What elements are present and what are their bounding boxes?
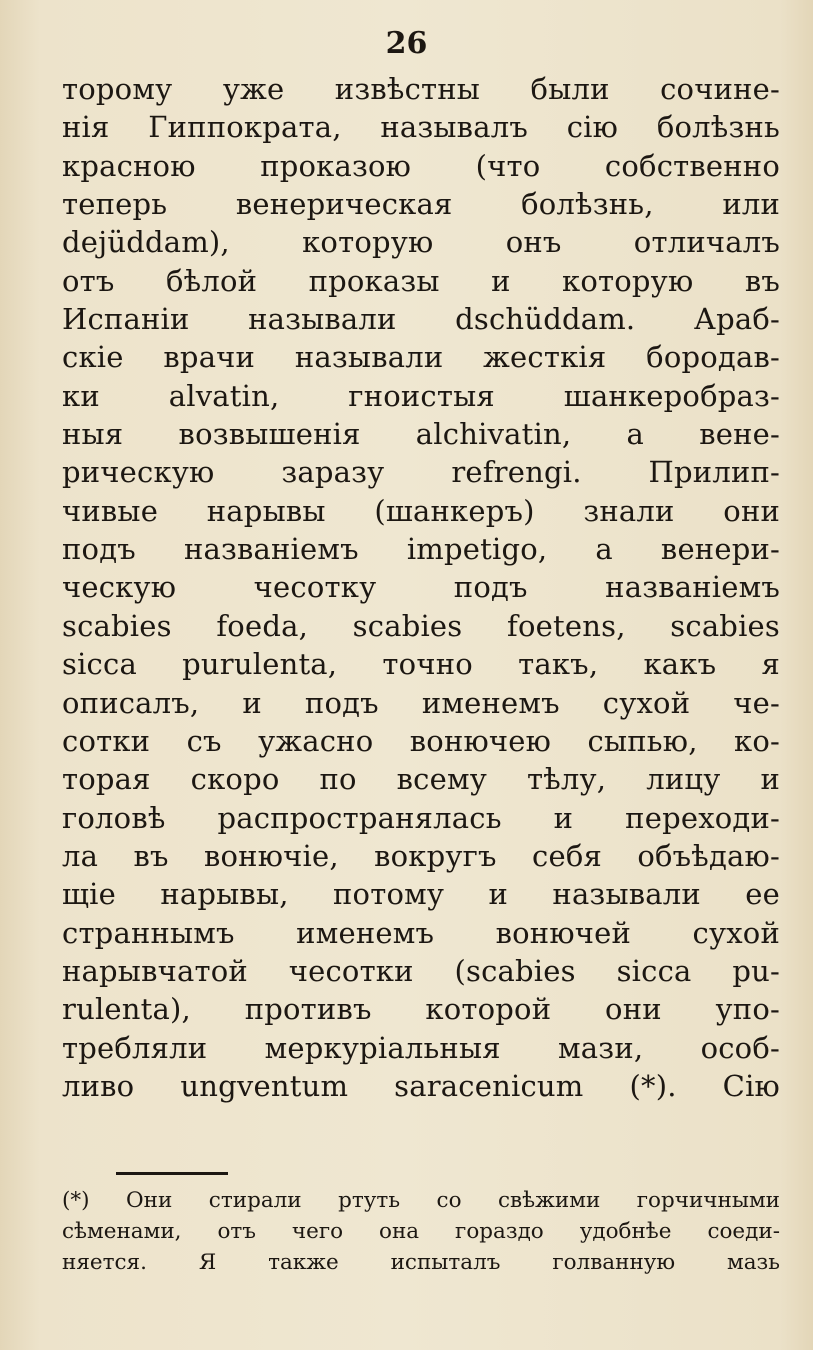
body-line: ла въ вонючіе, вокругъ себя объѣдаю- bbox=[62, 838, 780, 873]
body-line: rulenta), противъ которой они упо- bbox=[62, 992, 780, 1027]
body-line: теперь венерическая болѣзнь, или bbox=[62, 187, 780, 222]
body-line: sicca purulenta, точно такъ, какъ я bbox=[62, 647, 780, 682]
body-line: красною проказою (что собственно bbox=[62, 148, 780, 183]
body-line: dejüddam), которую онъ отличалъ bbox=[62, 225, 780, 260]
body-line: подъ названіемъ impetigo, а венери- bbox=[62, 532, 780, 567]
body-line: требляли меркуріальныя мази, особ- bbox=[62, 1030, 780, 1065]
footnote bbox=[62, 1185, 780, 1278]
footnote-line: (*) Они стирали ртуть со свѣжими горчичными bbox=[62, 1188, 780, 1213]
body-line: ныя возвышенія alchivatin, а вене- bbox=[62, 417, 780, 452]
body-line: описалъ, и подъ именемъ сухой че- bbox=[62, 685, 780, 720]
body-line: Испаніи называли dschüddam. Араб- bbox=[62, 302, 780, 337]
body-line: чивые нарывы (шанкеръ) знали они bbox=[62, 493, 780, 528]
page-number: 26 bbox=[385, 26, 428, 61]
body-line: торая скоро по всему тѣлу, лицу и bbox=[62, 762, 780, 797]
body-line: головѣ распространялась и переходи- bbox=[62, 800, 780, 835]
body-text bbox=[62, 70, 780, 1105]
footnote-divider bbox=[116, 1172, 228, 1175]
body-line: ливо ungventum saracenicum (*). Сію bbox=[62, 1068, 780, 1103]
body-line: нарывчатой чесотки (scabies sicca pu- bbox=[62, 953, 780, 988]
footnote-line: няется. Я также испыталъ голванную мазь bbox=[62, 1250, 780, 1275]
body-line: страннымъ именемъ вонючей сухой bbox=[62, 915, 780, 950]
body-line: ческую чесотку подъ названіемъ bbox=[62, 570, 780, 605]
body-line: ки alvatin, гноистыя шанкеробраз- bbox=[62, 378, 780, 413]
body-line: торому уже извѣстны были сочине- bbox=[62, 72, 780, 106]
body-line: сотки съ ужасно вонючею сыпью, ко- bbox=[62, 723, 780, 758]
body-line: отъ бѣлой проказы и которую въ bbox=[62, 263, 780, 298]
body-line: scabies foeda, scabies foetens, scabies bbox=[62, 608, 780, 643]
body-line: скіе врачи называли жесткія бородав- bbox=[62, 340, 780, 375]
body-line: щіе нарывы, потому и называли ее bbox=[62, 877, 780, 912]
footnote-line: сѣменами, отъ чего она гораздо удобнѣе соеди- bbox=[62, 1219, 780, 1244]
body-line: рическую заразу refrengi. Прилип- bbox=[62, 455, 780, 490]
body-line: нія Гиппократа, называлъ сію болѣзнь bbox=[62, 110, 780, 145]
